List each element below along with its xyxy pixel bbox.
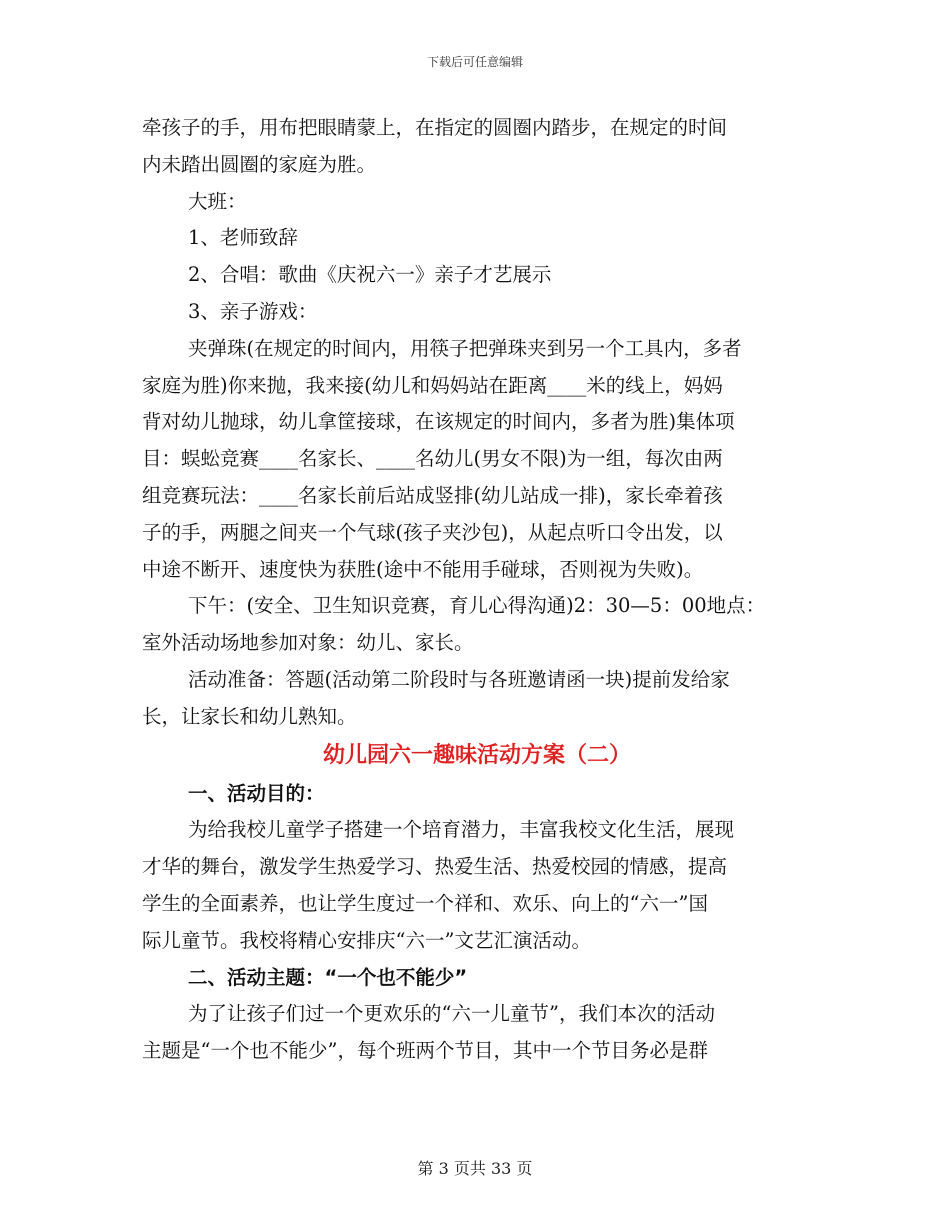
paragraph-line: 组竞赛玩法：____名家长前后站成竖排(幼儿站成一排)，家长牵着孩	[142, 483, 723, 507]
paragraph-line: 目：蜈蚣竞赛____名家长、____名幼儿(男女不限)为一组，每次由两	[142, 447, 723, 471]
heading-theme: 二、活动主题：“一个也不能少”	[188, 965, 468, 989]
paragraph-line: 际儿童节。我校将精心安排庆“六一”文艺汇演活动。	[142, 928, 591, 952]
paragraph-line: 室外活动场地参加对象：幼儿、家长。	[142, 631, 474, 655]
heading-purpose: 一、活动目的：	[188, 781, 325, 805]
paragraph-line: 内未踏出圆圈的家庭为胜。	[142, 152, 377, 176]
section-label: 大班：	[188, 189, 247, 213]
document-body	[142, 110, 812, 1070]
paragraph-line: 学生的全面素养，也让学生度过一个祥和、欢乐、向上的“六一”国	[142, 891, 708, 915]
paragraph-line: 为了让孩子们过一个更欢乐的“六一儿童节”，我们本次的活动	[188, 1002, 715, 1026]
list-item: 1、老师致辞	[188, 226, 298, 250]
paragraph-line: 家庭为胜)你来抛，我来接(幼儿和妈妈站在距离____米的线上，妈妈	[142, 373, 723, 397]
paragraph-line: 活动准备：答题(活动第二阶段时与各班邀请函一块)提前发给家	[188, 667, 730, 691]
paragraph-line: 下午：(安全、卫生知识竞赛，育儿心得沟通)2：30—5：00地点：	[188, 594, 766, 618]
paragraph-line: 牵孩子的手，用布把眼睛蒙上，在指定的圆圈内踏步，在规定的时间	[142, 116, 728, 139]
paragraph-line: 背对幼儿抛球，幼儿拿筐接球，在该规定的时间内，多者为胜)集体项	[142, 410, 735, 434]
paragraph-line: 夹弹珠(在规定的时间内，用筷子把弹珠夹到另一个工具内，多者	[188, 336, 742, 360]
page-header: 下载后可任意编辑	[426, 55, 523, 69]
paragraph-line: 主题是“一个也不能少”，每个班两个节目，其中一个节目务必是群	[142, 1039, 708, 1063]
page-footer: 第 3 页共 33 页	[417, 1159, 533, 1178]
paragraph-line: 长，让家长和幼儿熟知。	[142, 704, 357, 728]
section-title: 幼儿园六一趣味活动方案（二）	[322, 742, 631, 768]
paragraph-line: 中途不断开、速度快为获胜(途中不能用手碰球，否则视为失败)。	[142, 557, 704, 581]
paragraph-line: 才华的舞台，激发学生热爱学习、热爱生活、热爱校园的情感，提高	[142, 855, 728, 879]
paragraph-line: 子的手，两腿之间夹一个气球(孩子夹沙包)，从起点听口令出发，以	[142, 520, 723, 544]
list-item: 3、亲子游戏：	[188, 299, 318, 323]
paragraph-line: 为给我校儿童学子搭建一个培育潜力，丰富我校文化生活，展现	[188, 818, 735, 842]
list-item: 2、合唱：歌曲《庆祝六一》亲子才艺展示	[188, 263, 552, 287]
